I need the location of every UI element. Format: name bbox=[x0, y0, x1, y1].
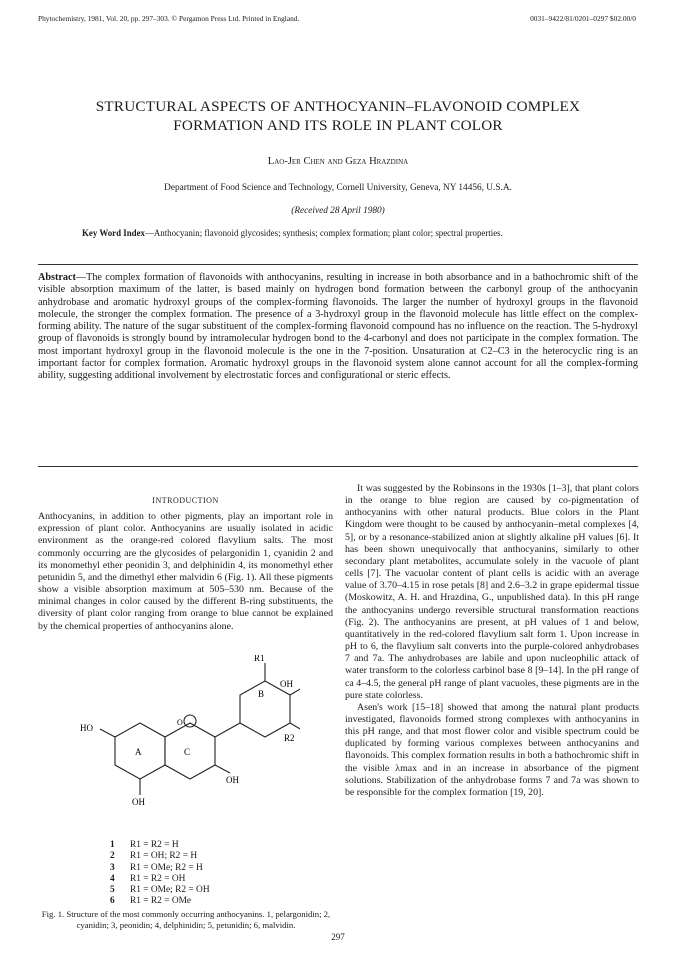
substituent-row: 3 R1 = OMe; R2 = H bbox=[110, 862, 203, 873]
oxonium-circle bbox=[184, 715, 196, 727]
section-heading: INTRODUCTION bbox=[152, 496, 219, 505]
running-header-left: Phytochemistry, 1981, Vol. 20, pp. 297–303. © Pergamon Press Ltd. Printed in England. bbox=[38, 14, 300, 23]
label-r2: R2 bbox=[284, 733, 295, 743]
received-date: (Received 28 April 1980) bbox=[291, 206, 385, 216]
label-ring-c: C bbox=[184, 747, 191, 757]
title-line-2: FORMATION AND ITS ROLE IN PLANT COLOR bbox=[173, 117, 503, 134]
substituent-row: 4 R1 = R2 = OH bbox=[110, 873, 186, 884]
bond-ho bbox=[100, 729, 115, 737]
running-header-right: 0031–9422/81/0201–0297 $02.00/0 bbox=[530, 14, 636, 23]
label-oxygen: O bbox=[177, 718, 183, 727]
bond-oh-b bbox=[290, 688, 300, 695]
bond-r2 bbox=[290, 723, 300, 730]
label-oh-b: OH bbox=[280, 679, 293, 689]
abstract-text: —The complex formation of flavonoids with anthocyanins, resulting in increase in both absorbance and in a bathochromic shift of the visible absorption maximum of the latter, is based mainly on hydrogen bond formation between the carbonyl group of the anthocyanin anhydrobase and aromatic hydroxyl groups of the complex-forming flavonoids. The larger the number of hydroxyl groups in the flavonoid molecule, the stronger the complex formation. The presence of a 3-hydroxyl group in the flavonoid molecule has little effect on the complex-forming ability. The nature of the sugar substituent of the complex-forming flavonoid compound has no influence on the reaction. The 5-hydroxyl group of flavonoids is strongly bound by intramolecular hydrogen bond to the 4-carbonyl and does not participate in the complex formation. The most important hydroxyl group in the flavonoid molecule is the one in the 7-position. Unsaturation at C2–C3 in the heterocyclic ring is an important factor for complex formation. Aromatic hydroxyl groups in the flavonoid system alone cannot account for all the complex-forming ability, suggesting additional involvement by electrostatic forces and configurational or steric effects. bbox=[38, 272, 638, 381]
abstract-label: Abstract bbox=[38, 272, 76, 283]
page-number: 297 bbox=[331, 932, 345, 942]
authors: Lao-Jer Chen and Geza Hrazdina bbox=[267, 156, 409, 167]
body-paragraph: Asen's work [15–18] showed that among the natural plant products investigated, flavonoids formed strong complexes with anthocyanins in this pH range, and that most flower color and visible spectrum could be duplicated by forming various complexes between anthocyanins and flavonoids. This complex formation results in both a bathochromic shift in the visible λmax and in an increase in absorbance of the pigment solutions. Stabilization of the anhydrobase forms 7 and 7a was shown to be responsible for the complex formation [19, 20]. bbox=[345, 701, 639, 798]
substituent-list bbox=[110, 840, 210, 908]
anthocyanin-structure bbox=[80, 655, 300, 835]
rule-top bbox=[38, 264, 638, 265]
substituent-row: 6 R1 = R2 = OMe bbox=[110, 896, 192, 907]
left-column bbox=[38, 495, 333, 633]
intro-paragraph: Anthocyanins, in addition to other pigments, play an important role in expression of plant color. Anthocyanins are usually isolated in acidic environment as the orange-red colored flavylium salts. The most commonly occurring are the glycosides of pelargonidin 1, cyanidin 2 and its monomethyl ether peonidin 3, and delphinidin 4, its monomethyl ether petunidin 5, and the dimethyl ether malvidin 6 (Fig. 1). All these pigments show a visible absorption maximum at 505–530 nm. Because of the minimal changes in color caused by the different B-ring substituents, the diversity of plant color ranging from orange to blue cannot be explained by the chemical properties of anthocyanins alone. bbox=[38, 511, 333, 632]
keyword-index bbox=[82, 228, 602, 239]
rule-bottom bbox=[38, 466, 638, 467]
label-ring-a: A bbox=[135, 747, 142, 757]
keyword-label: Key Word Index bbox=[82, 228, 145, 238]
right-column bbox=[345, 483, 639, 799]
abstract bbox=[38, 272, 638, 382]
substituent-row: 1 R1 = R2 = H bbox=[110, 840, 179, 850]
label-oh3: OH bbox=[226, 775, 239, 785]
title-line-1: STRUCTURAL ASPECTS OF ANTHOCYANIN–FLAVONOID COMPLEX bbox=[95, 98, 581, 115]
label-ho: HO bbox=[80, 723, 93, 733]
ring-b-hexagon bbox=[240, 681, 290, 737]
figure-caption: Fig. 1. Structure of the most commonly occurring anthocyanins. 1, pelargonidin; 2, cyanidin; 3, peonidin; 4, delphinidin; 5, petunidin; 6, malvidin. bbox=[41, 909, 331, 930]
article-title bbox=[40, 97, 636, 135]
substituent-row: 5 R1 = OMe; R2 = OH bbox=[110, 885, 210, 896]
substituent-row: 2 R1 = OH; R2 = H bbox=[110, 851, 198, 862]
body-paragraph: It was suggested by the Robinsons in the 1930s [1–3], that plant colors in the orange to blue region are caused by co-pigmentation of anthocyanins with other natural products. Blue colors in the Plant Kingdom were thought to be caused by anthocyanin–metal complexes [4, 5], or by a resonance-stabilized anion at slightly alkaline pH values [6]. It has been shown unequivocally that anthocyanins, similarly to other secondary plant metabolites, accumulate solely in the vacuole of plant cells [7]. The vacuolar content of plant cells is acidic with an average value of 3.70–4.15 in rose petals [8] and 2.6–3.2 in grape epidermal tissue (Moskowitz, A. H. and Hrazdina, G., unpublished data). In this pH range the anthocyanins undergo reversible structural transformation reactions (Fig. 2). The anthocyanins are present, at pH values of 1 and below, quantitatively in the red-colored flavylium salt form 1. Upon increase in pH to 6, the flavylium salt converts into the purple-colored anhydrobases 7 and 7a. The anhydrobases are labile and upon nucleophilic attack of water transform to the colorless carbinol base 8 [9–14]. In the pH range of ca 4–4.5, the general pH range of plant vacuoles, these pigments are in the pure state colorless. bbox=[345, 483, 639, 701]
label-ring-b: B bbox=[258, 689, 265, 699]
bond-c2-b bbox=[215, 723, 240, 737]
affiliation: Department of Food Science and Technology, Cornell University, Geneva, NY 14456, U.S.A. bbox=[164, 183, 512, 193]
bond-oh3 bbox=[215, 765, 230, 773]
label-oh5: OH bbox=[132, 797, 145, 807]
label-r1: R1 bbox=[254, 655, 265, 663]
keyword-text: —Anthocyanin; flavonoid glycosides; synthesis; complex formation; plant color; spectral properties. bbox=[144, 228, 503, 238]
